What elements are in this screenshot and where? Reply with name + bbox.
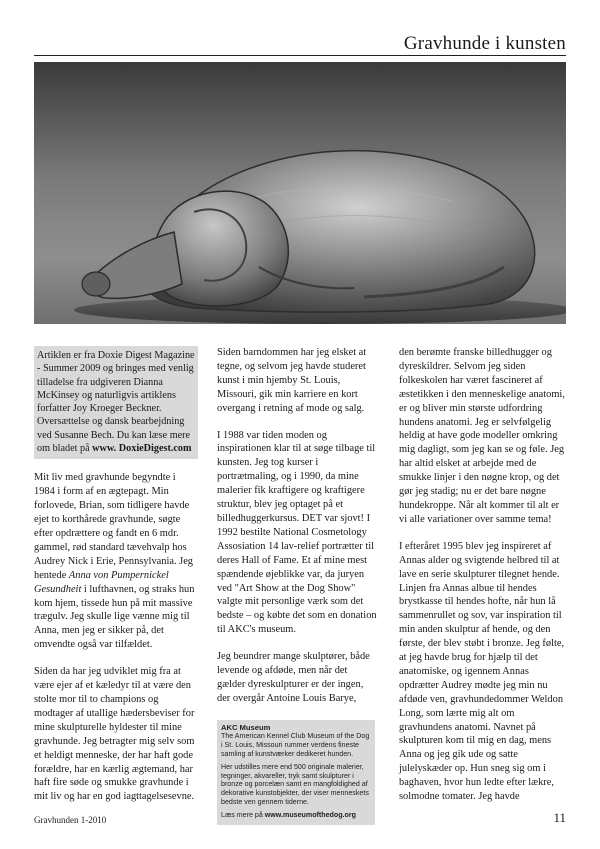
- akc-museum-box: [217, 720, 375, 825]
- column-2: [217, 346, 377, 825]
- column-3: [399, 346, 567, 817]
- akc-box-title: AKC Museum: [221, 722, 271, 732]
- akc-box-text: Her udstilles mere end 500 originale malerier, tegninger, akvareller, tryk samt skulpturer i bronze og porcelæn samt en mangfoldighed af dekorative kunstobjekter, der viser menneskets bedste ven gennem tiderne.: [221, 763, 369, 806]
- dog-name: Anna von Pumpernickel Gesundheit: [34, 569, 169, 595]
- paragraph: Siden da har jeg udviklet mig fra at være ejer af et kæledyr til at være den stolte mor til to champions og modtager af utallige hædersbeviser for mine skulpturelle hyldester til mine gravhunde. Jeg betragter mig selv som et heldigt menneske, der har haft gode forældre, har en kærlig ægtemand, har haft fire søde og smukke gravhunde i mit liv og har en god iagttagelsesevne.: [34, 666, 195, 803]
- paragraph-text: Mit liv med gravhunde begyndte i 1984 i form af en ægtepagt. Min forlovede, Brian, som tidligere havde ejet to korthårede gravhunde, søgte efter opdrættere og fandt en 6 mdr. gammel, rød standard tævehvalp hos Audrey Nick i Erie, Pennsylvania. Jeg hentede: [34, 472, 193, 581]
- paragraph: [34, 471, 198, 652]
- column-1: [34, 346, 198, 817]
- akc-box-text: The American Kennel Club Museum of the Dog i St. Louis, Missouri rummer verdens fineste samling af kunstværker dedikeret hunden.: [221, 732, 370, 758]
- page-title: Gravhunde i kunsten: [403, 33, 566, 54]
- akc-link-prefix: Læs mere på: [221, 811, 265, 820]
- paragraph: I 1988 var tiden moden og inspirationen klar til at søge tilbage til kunsten. Jeg tog kurser i portrætmaling, og i 1990, da mine malerier fik kraftigere og kraftigere struktur, blev jeg optaget på et billedhuggerkursus. DET var sjovt! I 1992 bestilte National Cosmetology Assosiation 14 lav-relief portrætter til deres Hall of Fame. Et af mine mest spændende øjeblikke var, da juryen ved "Art Show at the Dog Show" valgte mit personlige værk som det bedste – og købte det som en donation til AKC's museum.: [217, 429, 377, 636]
- akc-box-text: [221, 811, 371, 820]
- paragraph: I efteråret 1995 blev jeg inspireret af Annas alder og svigtende helbred til at lave en serie skulpturer tilegnet hende. Linjen fra Annas albue til hendes brystkasse til hendes hofte, når hun lå sammenrullet og sov, var inspiration til min anden skulptur af hende, og den første, der blev støbt i bronze. Jeg følte, at jeg havde brug for hjælp til det anatomiske, og igennem Annas opdrætter Audrey mødte jeg min nu afdøde ven, gravhundedommer Weldon Long, som lærte mig alt om gravhundens anatomi. Navnet på skulpturen kom til mig en dag, mens Anna og jeg gik ude og satte julelyskæder op. Hun sneg sig om i baghaven, hvor hun ledte efter lækre, solmodne tomater. Jeg havde: [399, 540, 565, 803]
- intro-box: [34, 346, 198, 459]
- paragraph: Siden barndommen har jeg elsket at tegne, og selvom jeg havde studeret kunst i min hjemby St. Louis, Missouri, gik min karriere en kort overgang i retning af mode og salg.: [217, 347, 367, 414]
- paragraph: den berømte franske billedhugger og dyreskildrer. Selvom jeg siden folkeskolen har været fascineret af æstetikken i den menneskelige anatomi, er og bliver min største udfordring hundens anatomi. Jeg er selvfølgelig heldig at have gode modeller omkring mig dagligt, som jeg kan se og føle. Jeg har altid elsket at arbejde med de smukke linjer i den nøgne krop, og det gør jeg stadig; nu er det bare nøgne hundekroppe. Når alt kommer til alt er vi alle variationer over samme tema!: [399, 347, 565, 525]
- intro-text: Artiklen er fra Doxie Digest Magazine - Summer 2009 og bringes med venlig tilladelse fra udgiveren Dianna McKinsey og naturligvis artiklens forfatter Joy Kroeger Beckner. Oversættelse og dansk bearbejdning ved Susanne Bech. Du kan læse mere om bladet på: [37, 350, 195, 455]
- paragraph: Jeg beundrer mange skulptører, både levende og afdøde, men når det gælder dyreskulpturer er der ingen, der overgår Antoine Louis Barye,: [217, 651, 370, 704]
- footer-publication: Gravhunden 1-2010: [34, 815, 107, 825]
- paragraph-text: i lufthavnen, og straks hun kom hjem, tissede hun på mit massive trægulv. Jeg skulle lige vænne mig til Anna, men jeg er sikker på, det omvendte også var tilfældet.: [34, 583, 195, 651]
- sculpture-photo: [34, 62, 566, 324]
- museum-link[interactable]: www.museumofthedog.org: [264, 811, 356, 820]
- doxie-digest-link[interactable]: www. DoxieDigest.com: [92, 443, 192, 455]
- page-number: 11: [553, 810, 566, 825]
- header-rule: [34, 55, 566, 56]
